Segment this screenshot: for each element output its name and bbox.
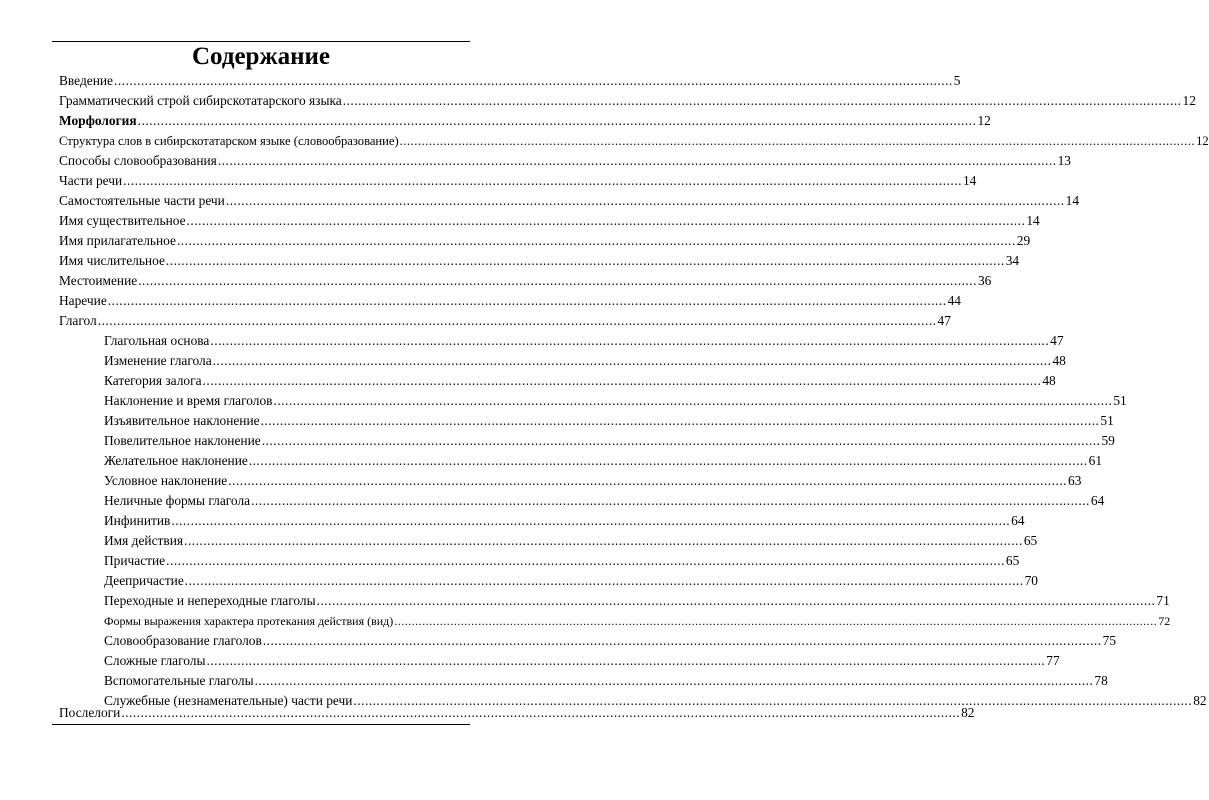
toc-page-number: 51 — [1100, 413, 1114, 428]
toc-entry-label: Причастие — [104, 553, 166, 568]
toc-leader: .......................................................................................................................................................................................................................... — [273, 393, 1113, 408]
toc-entry-label: Переходные и непереходные глаголы — [104, 593, 316, 608]
toc-entry[interactable] — [59, 211, 1040, 231]
toc-page-number: 14 — [962, 173, 977, 188]
toc-page-number: 12 — [977, 113, 991, 128]
toc-entry-label: Грамматический строй сибирскотатарского языка — [59, 93, 342, 108]
toc-entry-label: Глагольная основа — [104, 333, 210, 348]
toc-entry-label: Категория залога — [104, 373, 202, 388]
toc-entry-label: Вспомогательные глаголы — [104, 673, 254, 688]
toc-entry-label: Условное наклонение — [104, 473, 228, 488]
toc-entry[interactable] — [59, 311, 951, 331]
toc-leader: .......................................................................................................................................................................................................................... — [137, 113, 977, 128]
toc-entry-label: Имя прилагательное — [59, 233, 176, 248]
toc-subentry[interactable] — [104, 331, 1064, 351]
toc-page-number: 29 — [1016, 233, 1031, 248]
toc-page-number: 82 — [1193, 693, 1207, 708]
toc-entry-label: Имя числительное — [59, 253, 165, 268]
toc-leader: .......................................................................................................................................................................................................................... — [184, 573, 1024, 588]
toc-leader: .......................................................................................................................................................................................................................... — [262, 633, 1102, 648]
toc-leader: .......................................................................................................................................................................................................................... — [171, 513, 1011, 528]
toc-page-number: 82 — [961, 705, 975, 720]
toc-entry-label: Глагол — [59, 313, 97, 328]
toc-subentry[interactable] — [104, 451, 1103, 471]
toc-entry-label: Повелительное наклонение — [104, 433, 261, 448]
toc-entry-label: Изъявительное наклонение — [104, 413, 260, 428]
toc-entry-label: Наклонение и время глаголов — [104, 393, 273, 408]
toc-leader: .......................................................................................................................................................................................................................... — [210, 333, 1050, 348]
toc-leader: .......................................................................................................................................................................................................................... — [248, 453, 1088, 468]
toc-page-number: 75 — [1102, 633, 1117, 648]
toc-leader: .......................................................................................................................................................................................................................... — [206, 653, 1046, 668]
toc-page-number: 14 — [1065, 193, 1080, 208]
toc-subentry[interactable] — [104, 471, 1082, 491]
toc-leader: .......................................................................................................................................................................................................................... — [212, 353, 1052, 368]
toc-leader: .......................................................................................................................................................................................................................... — [316, 593, 1156, 608]
toc-leader: .......................................................................................................................................................................................................................... — [399, 134, 1196, 148]
toc-leader: .......................................................................................................................................................................................................................... — [254, 673, 1094, 688]
toc-page-number: 13 — [1057, 153, 1071, 168]
toc-page-number: 59 — [1101, 433, 1115, 448]
toc-subentry[interactable] — [104, 491, 1105, 511]
toc-entry-label: Части речи — [59, 173, 123, 188]
toc-subentry[interactable] — [104, 511, 1025, 531]
toc-page-number: 14 — [1026, 213, 1040, 228]
toc-entry-label: Изменение глагола — [104, 353, 212, 368]
toc-entry[interactable] — [59, 231, 1031, 251]
toc-page-number: 47 — [937, 313, 951, 328]
toc-page-number: 48 — [1052, 353, 1066, 368]
toc-subentry[interactable] — [104, 571, 1038, 591]
toc-entry-label: Структура слов в сибирскотатарском языке (словообразование) — [59, 134, 399, 148]
toc-page-number: 71 — [1156, 593, 1170, 608]
toc-page-number: 65 — [1005, 553, 1020, 568]
toc-entry-label: Наречие — [59, 293, 107, 308]
toc-page-number: 64 — [1090, 493, 1105, 508]
toc-entry-label: Желательное наклонение — [104, 453, 248, 468]
toc-entry-label: Имя действия — [104, 533, 184, 548]
toc-leader: .......................................................................................................................................................................................................................... — [353, 693, 1193, 708]
toc-entry[interactable] — [59, 151, 1071, 171]
toc-subentry[interactable] — [104, 551, 1020, 571]
toc-leader: .......................................................................................................................................................................................................................... — [217, 153, 1057, 168]
toc-subentry[interactable] — [104, 391, 1127, 411]
toc-leader: .......................................................................................................................................................................................................................... — [113, 73, 953, 88]
page-title: Содержание — [191, 43, 330, 70]
toc-page-number: 65 — [1023, 533, 1038, 548]
toc-entry-label: Сложные глаголы — [104, 653, 206, 668]
toc-entry[interactable] — [59, 251, 1020, 271]
toc-page-number: 36 — [977, 273, 992, 288]
toc-leader: .......................................................................................................................................................................................................................... — [261, 433, 1101, 448]
toc-subentry[interactable] — [104, 431, 1115, 451]
toc-subentry[interactable] — [104, 631, 1117, 651]
toc-entry-label: Самостоятельные части речи — [59, 193, 225, 208]
toc-entry[interactable] — [59, 191, 1080, 211]
toc-page-number: 64 — [1011, 513, 1025, 528]
toc-leader: .......................................................................................................................................................................................................................... — [260, 413, 1100, 428]
toc-entry-label: Введение — [59, 73, 113, 88]
toc-entry[interactable] — [59, 271, 992, 291]
toc-entry-label: Формы выражения характера протекания действия (вид) — [104, 614, 394, 628]
toc-page-number: 77 — [1046, 653, 1060, 668]
toc-leader: .......................................................................................................................................................................................................................... — [228, 473, 1068, 488]
toc-entry-label: Имя существительное — [59, 213, 186, 228]
toc-entry[interactable] — [59, 703, 975, 723]
toc-leader: .......................................................................................................................................................................................................................... — [186, 213, 1026, 228]
toc-page-number: 44 — [947, 293, 961, 308]
toc-leader: .......................................................................................................................................................................................................................... — [166, 553, 1005, 568]
toc-entry-label: Послелоги — [59, 705, 121, 720]
toc-page-number: 70 — [1024, 573, 1038, 588]
toc-entry[interactable] — [59, 91, 1196, 111]
toc-page-number: 5 — [953, 73, 961, 88]
toc-entry[interactable] — [59, 171, 977, 191]
toc-entry[interactable] — [59, 291, 961, 311]
toc-entry-label: Служебные (незнаменательные) части речи — [104, 693, 353, 708]
toc-leader: .......................................................................................................................................................................................................................... — [184, 533, 1023, 548]
toc-leader: .......................................................................................................................................................................................................................... — [165, 253, 1005, 268]
toc-page-number: 12 — [1196, 134, 1209, 148]
toc-subentry[interactable] — [104, 531, 1038, 551]
toc-leader: .......................................................................................................................................................................................................................... — [394, 614, 1158, 628]
toc-entry-label: Морфология — [59, 113, 137, 128]
toc-entry[interactable] — [59, 111, 991, 131]
toc-entry-label: Словообразование глаголов — [104, 633, 262, 648]
bottom-rule — [52, 724, 470, 725]
toc-page-number: 51 — [1113, 393, 1127, 408]
toc-entry-label: Способы словообразования — [59, 153, 217, 168]
toc-leader: .......................................................................................................................................................................................................................... — [123, 173, 962, 188]
toc-subentry[interactable] — [104, 651, 1060, 671]
toc-leader: .......................................................................................................................................................................................................................... — [97, 313, 937, 328]
toc-entry-label: Инфинитив — [104, 513, 171, 528]
toc-subentry[interactable] — [104, 351, 1066, 371]
toc-leader: .......................................................................................................................................................................................................................... — [225, 193, 1065, 208]
toc-page-number: 61 — [1088, 453, 1103, 468]
toc-leader: .......................................................................................................................................................................................................................... — [342, 93, 1182, 108]
toc-subentry[interactable] — [104, 671, 1108, 691]
toc-leader: .......................................................................................................................................................................................................................... — [121, 705, 961, 720]
toc-page-number: 48 — [1042, 373, 1056, 388]
toc-page-number: 63 — [1068, 473, 1082, 488]
toc-entry[interactable] — [59, 131, 1209, 151]
toc-entry-label: Деепричастие — [104, 573, 184, 588]
toc-page-number: 78 — [1094, 673, 1108, 688]
toc-leader: .......................................................................................................................................................................................................................... — [176, 233, 1016, 248]
toc-leader: .......................................................................................................................................................................................................................... — [138, 273, 977, 288]
toc-page-number: 34 — [1005, 253, 1020, 268]
toc-page-number: 72 — [1158, 614, 1171, 628]
toc-leader: .......................................................................................................................................................................................................................... — [202, 373, 1042, 388]
toc-leader: .......................................................................................................................................................................................................................... — [251, 493, 1090, 508]
toc-subentry[interactable] — [104, 611, 1171, 631]
toc-page-number: 47 — [1050, 333, 1064, 348]
toc-subentry[interactable] — [104, 411, 1114, 431]
toc-entry-label: Местоимение — [59, 273, 138, 288]
toc-subentry[interactable] — [104, 371, 1056, 391]
toc-page-number: 12 — [1182, 93, 1196, 108]
toc-leader: .......................................................................................................................................................................................................................... — [107, 293, 947, 308]
toc-entry[interactable] — [59, 71, 961, 91]
toc-subentry[interactable] — [104, 591, 1170, 611]
toc-entry-label: Неличные формы глагола — [104, 493, 251, 508]
